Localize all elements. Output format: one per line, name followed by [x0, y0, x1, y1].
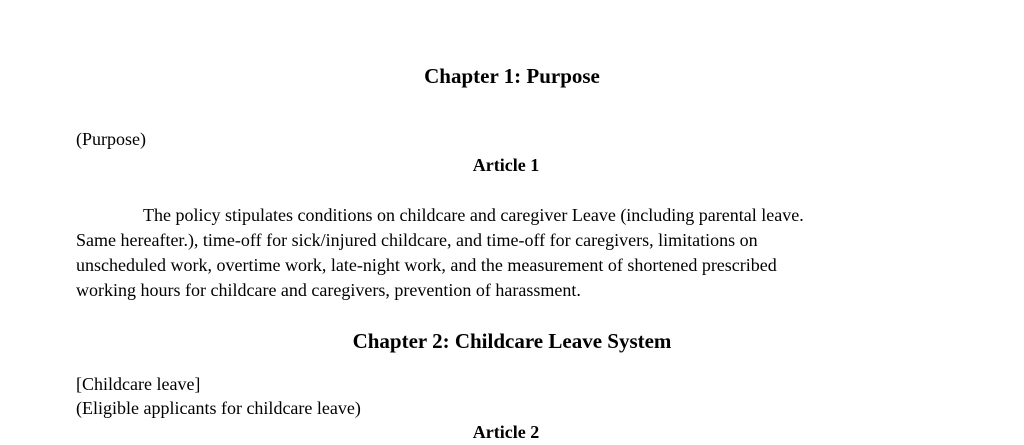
article-2-heading: Article 2: [472, 422, 540, 442]
paragraph-line: unscheduled work, overtime work, late-night work, and the measurement of shortened prescribed: [76, 255, 777, 275]
purpose-section-label: (Purpose): [76, 129, 146, 149]
chapter-2-title: Chapter 2: Childcare Leave System: [352, 329, 672, 353]
chapter-1-title: Chapter 1: Purpose: [424, 64, 600, 88]
article-1-paragraph: [76, 203, 956, 303]
document-page: [76, 0, 948, 445]
paragraph-line: Same hereafter.), time-off for sick/injured childcare, and time-off for caregivers, limitations on: [76, 230, 758, 250]
paragraph-line: The policy stipulates conditions on childcare and caregiver Leave (including parental leave.: [143, 205, 804, 225]
eligible-applicants-label: (Eligible applicants for childcare leave): [76, 398, 361, 418]
article-1-heading: Article 1: [472, 155, 540, 175]
childcare-leave-section-label: [Childcare leave]: [76, 374, 201, 394]
paragraph-line: working hours for childcare and caregivers, prevention of harassment.: [76, 280, 581, 300]
